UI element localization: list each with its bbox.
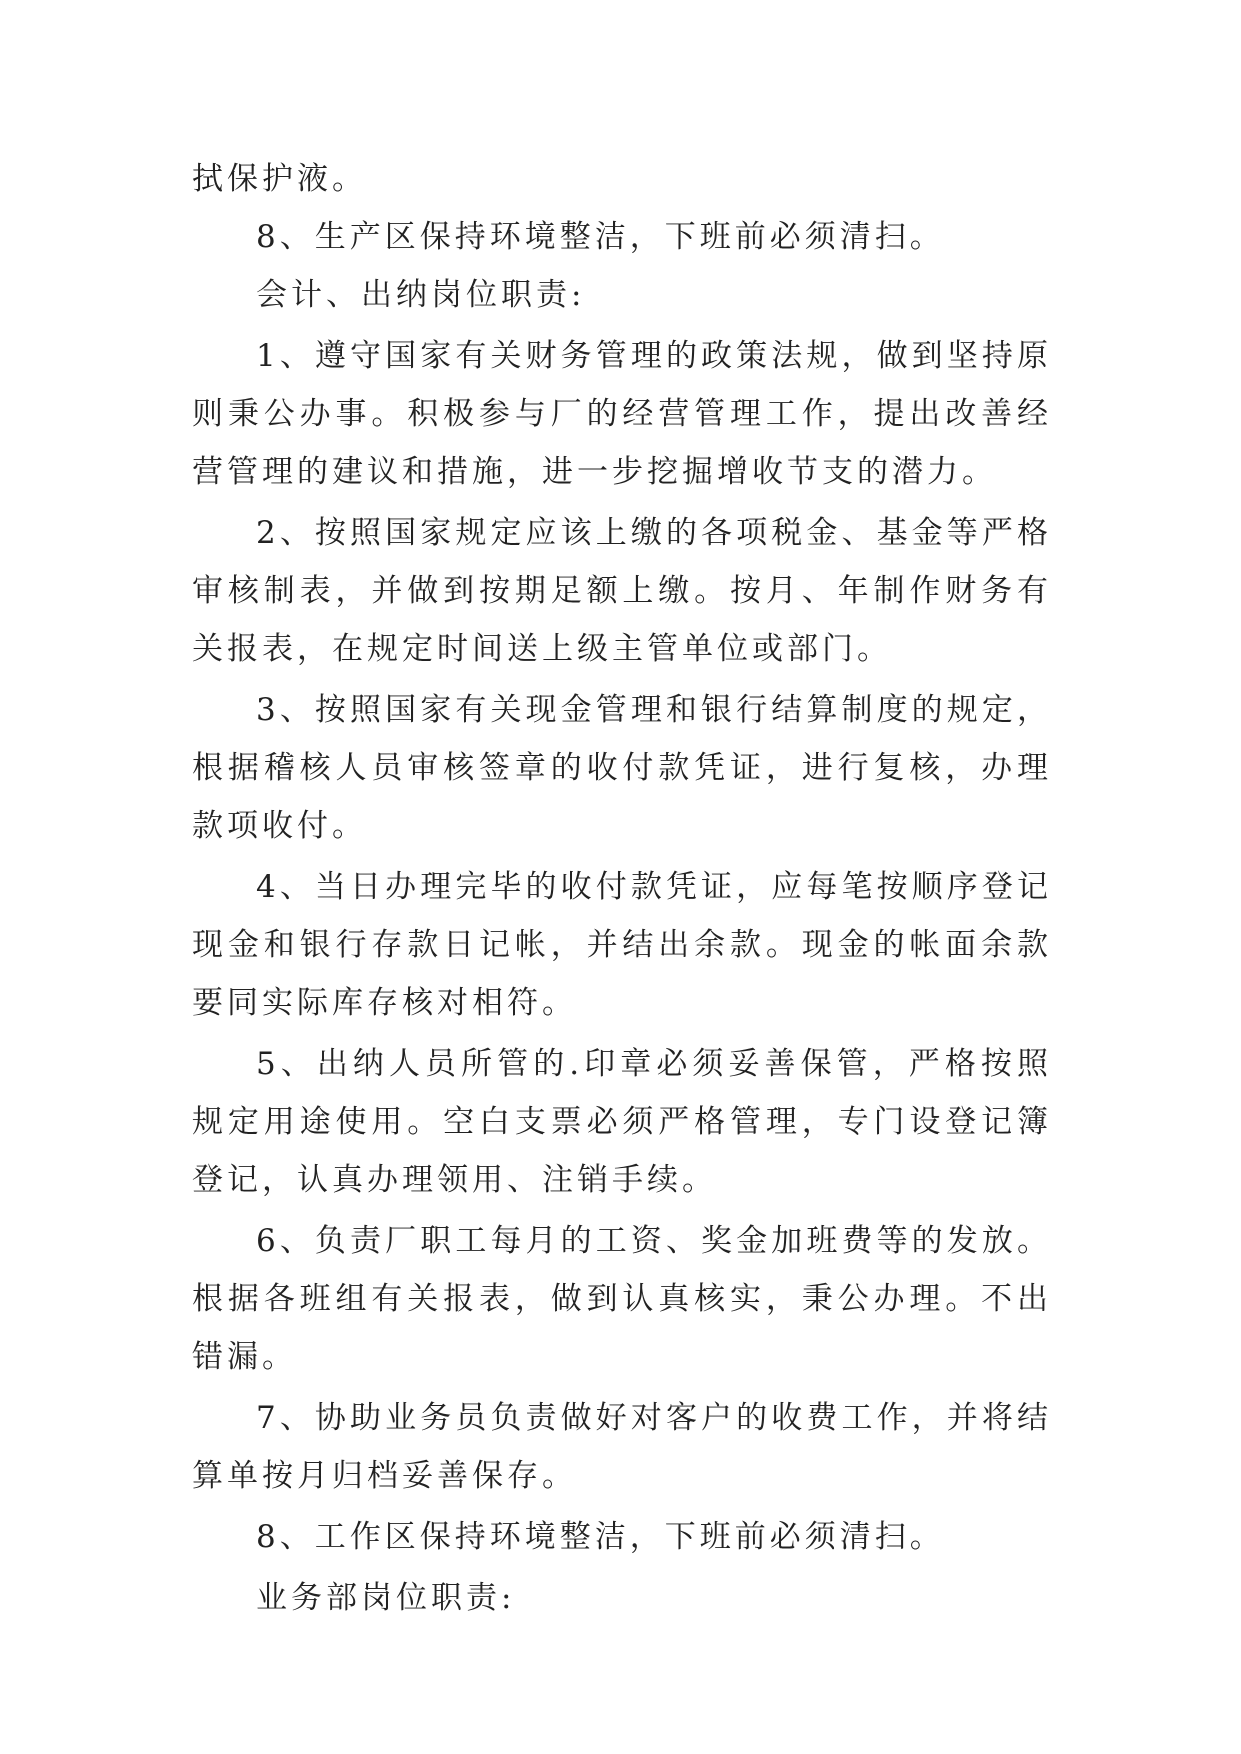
paragraph-item-2: 2、按照国家规定应该上缴的各项税金、基金等严格审核制表，并做到按期足额上缴。按月、年制作财务有关报表，在规定时间送上级主管单位或部门。: [192, 515, 1052, 667]
section-heading-business: 业务部岗位职责:: [256, 1580, 516, 1616]
paragraph-item-8-work: 8、工作区保持环境整洁，下班前必须清扫。: [256, 1519, 945, 1555]
paragraph-continuation: 拭保护液。: [192, 161, 367, 197]
document-body: [192, 150, 1052, 1627]
paragraph-item-6: 6、负责厂职工每月的工资、奖金加班费等的发放。根据各班组有关报表，做到认真核实，秉公办理。不出错漏。: [192, 1223, 1052, 1375]
paragraph-item-4: 4、当日办理完毕的收付款凭证，应每笔按顺序登记现金和银行存款日记帐，并结出余款。现金的帐面余款要同实际库存核对相符。: [192, 869, 1052, 1021]
paragraph-item-1: 1、遵守国家有关财务管理的政策法规，做到坚持原则秉公办事。积极参与厂的经营管理工作，提出改善经营管理的建议和措施，进一步挖掘增收节支的潜力。: [192, 338, 1052, 490]
paragraph-item-5: 5、出纳人员所管的.印章必须妥善保管，严格按照规定用途使用。空白支票必须严格管理，专门设登记簿登记，认真办理领用、注销手续。: [192, 1046, 1052, 1198]
paragraph-item-7: 7、协助业务员负责做好对客户的收费工作，并将结算单按月归档妥善保存。: [192, 1400, 1052, 1494]
paragraph-item-3: 3、按照国家有关现金管理和银行结算制度的规定，根据稽核人员审核签章的收付款凭证，进行复核，办理款项收付。: [192, 692, 1052, 844]
section-heading-accounting: 会计、出纳岗位职责:: [256, 277, 586, 313]
paragraph-item-8-production: 8、生产区保持环境整洁，下班前必须清扫。: [256, 219, 945, 255]
